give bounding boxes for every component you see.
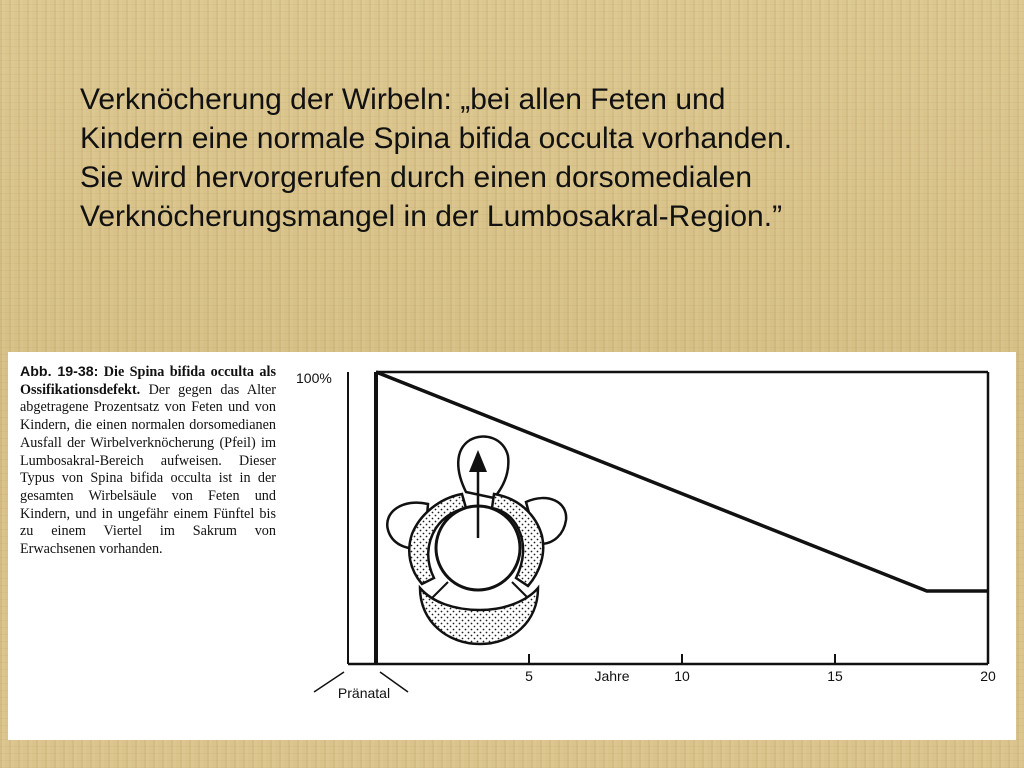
slide-text-line-1: Verknöcherung der Wirbeln: „bei allen Feten und <box>80 83 726 116</box>
figure-description: Der gegen das Alter abgetragene Prozentsatz von Feten und von Kindern, die einen normalen dorsomedianen Ausfall der Wirbelverknöcherung (Pfeil) im Lumbosakral-Bereich aufweisen. Dieser Typus von Spina bifida occulta ist in der gesamten Wirbelsäule von Feten und Kindern, und in ungefähr einem Fünftel bis zu einem Viertel im Sakrum von Erwachsenen vorhanden. <box>20 381 276 558</box>
slide-text-line-4: Verknöcherungsmangel in der Lumbosakral-Region.” <box>80 200 783 233</box>
x-tick-label-15: 15 <box>827 668 843 684</box>
figure-panel <box>8 352 1016 740</box>
x-tick-label-5: 5 <box>525 668 533 684</box>
y-top-label: 100% <box>296 370 332 386</box>
slide-text-line-3: Sie wird hervorgerufen durch einen dorsomedialen <box>80 161 753 194</box>
x-tick-label-10: 10 <box>674 668 690 684</box>
figure-title: Die Spina bifida occulta als Ossifikationsdefekt. <box>20 364 276 398</box>
body-division-left <box>432 582 448 598</box>
vertebra-illustration <box>387 437 566 644</box>
vertebral-body <box>420 588 538 644</box>
x-axis-label: Jahre <box>594 668 630 684</box>
slide-text-line-2: Kindern eine normale Spina bifida occulta vorhanden. <box>80 122 793 155</box>
prenatal-label: Pränatal <box>337 685 391 701</box>
x-tick-label-20: 20 <box>980 668 996 684</box>
slide-text <box>80 80 960 236</box>
ossification-chart <box>8 352 1016 740</box>
figure-label: Abb. 19-38: <box>20 364 99 380</box>
